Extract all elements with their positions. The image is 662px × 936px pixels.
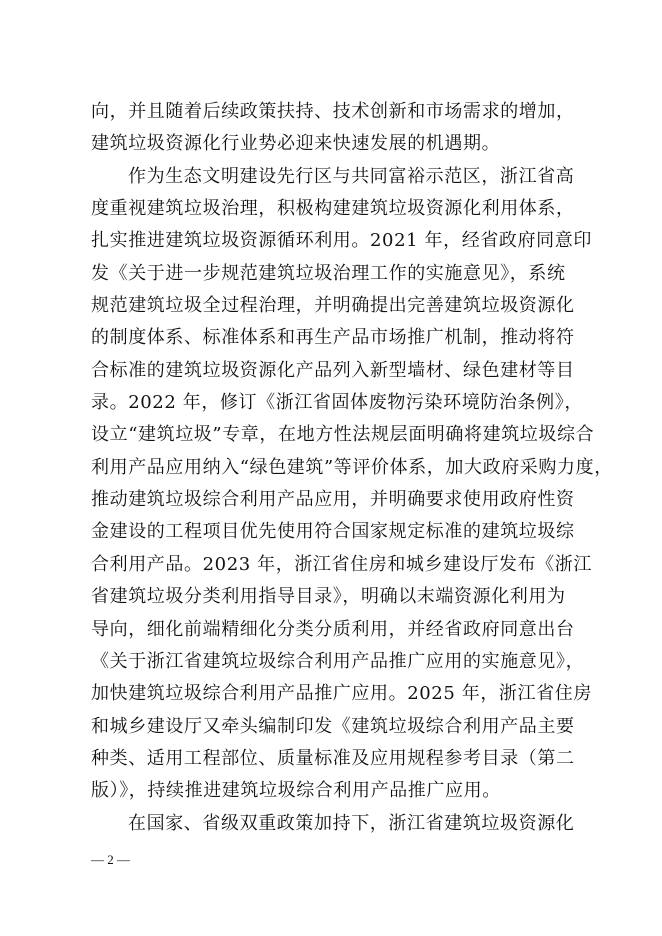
text-line: 设立“建筑垃圾”专章，在地方性法规层面明确将建筑垃圾综合 bbox=[91, 424, 595, 446]
body-text bbox=[91, 96, 613, 840]
text-line: 度重视建筑垃圾治理，积极构建建筑垃圾资源化利用体系， bbox=[91, 198, 575, 220]
text-line: 版）》，持续推进建筑垃圾综合利用产品推广应用。 bbox=[91, 780, 501, 802]
text-line: 建筑垃圾资源化行业势必迎来快速发展的机遇期。 bbox=[91, 133, 501, 155]
paragraph bbox=[91, 96, 575, 161]
text-line: 录。2022 年，修订《浙江省固体废物污染环境防治条例》， bbox=[91, 392, 583, 414]
text-line: 利用产品应用纳入“绿色建筑”等评价体系，加大政府采购力度， bbox=[91, 456, 613, 478]
text-line: 规范建筑垃圾全过程治理，并明确提出完善建筑垃圾资源化 bbox=[91, 295, 575, 317]
text-line: 《关于浙江省建筑垃圾综合利用产品推广应用的实施意见》， bbox=[91, 650, 585, 672]
text-line: 向，并且随着后续政策扶持、技术创新和市场需求的增加， bbox=[91, 101, 575, 122]
text-line: 的制度体系、标准体系和再生产品市场推广机制，推动将符 bbox=[91, 327, 575, 349]
text-line: 种类、适用工程部位、质量标准及应用规程参考目录（第二 bbox=[91, 747, 575, 769]
text-line: 推动建筑垃圾综合利用产品应用，并明确要求使用政府性资 bbox=[91, 489, 575, 511]
text-line: 在国家、省级双重政策加持下，浙江省建筑垃圾资源化 bbox=[128, 812, 575, 834]
page-number: — 2 — bbox=[91, 852, 130, 867]
text-line: 合利用产品。2023 年，浙江省住房和城乡建设厅发布《浙江 bbox=[91, 553, 592, 575]
paragraph bbox=[91, 808, 575, 840]
text-line: 省建筑垃圾分类利用指导目录》，明确以末端资源化利用为 bbox=[91, 586, 566, 608]
text-line: 金建设的工程项目优先使用符合国家规定标准的建筑垃圾综 bbox=[91, 521, 575, 543]
text-line: 导向，细化前端精细化分类分质利用，并经省政府同意出台 bbox=[91, 618, 575, 640]
paragraph bbox=[91, 161, 613, 808]
text-line: 和城乡建设厅又牵头编制印发《建筑垃圾综合利用产品主要 bbox=[91, 715, 575, 737]
text-line: 扎实推进建筑垃圾资源循环利用。2021 年，经省政府同意印 bbox=[91, 230, 592, 252]
text-line: 加快建筑垃圾综合利用产品推广应用。2025 年，浙江省住房 bbox=[91, 683, 592, 705]
text-line: 作为生态文明建设先行区与共同富裕示范区，浙江省高 bbox=[128, 165, 575, 187]
text-line: 发《关于进一步规范建筑垃圾治理工作的实施意见》，系统 bbox=[91, 262, 566, 284]
text-line: 合标准的建筑垃圾资源化产品列入新型墙材、绿色建材等目 bbox=[91, 359, 575, 381]
